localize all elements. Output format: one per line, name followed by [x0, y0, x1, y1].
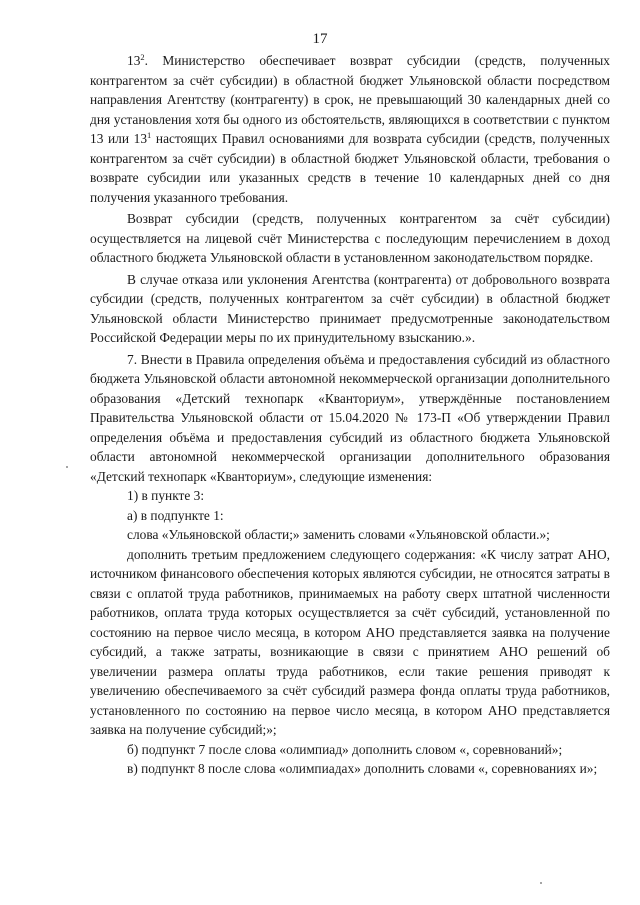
paragraph-replace-words: слова «Ульяновской области;» заменить словами «Ульяновской области.»;	[127, 527, 550, 542]
clause-superscript: 2	[140, 52, 145, 62]
clause-number: 13	[127, 53, 141, 68]
paragraph-subpoint-1: а) в подпункте 1:	[127, 507, 224, 523]
page-number: 17	[312, 31, 328, 47]
paragraph-text: . Министерство обеспечивает возврат субсидии (средств, полученных контрагентом за счёт субсидии) в областной бюджет Ульяновской области посредством направления Агентству (контрагенту) в срок, не превышающий 30 календарных дней со дня установления хотя бы одного из обстоятельств, являющихся в соответствии с пунктом 13 или 13	[90, 53, 610, 146]
paragraph-point-3: 1) в пункте 3:	[127, 488, 205, 503]
clause-reference-superscript: 1	[147, 130, 152, 140]
paragraph-enforcement: В случае отказа или уклонения Агентства (контрагента) от добровольного возврата субсидии (средств, полученных контрагентом за счёт субсидии) в областной бюджет Ульяновской области Министерство принимает предусмотренные законодательством Российской Федерации меры по их принудительному взысканию.».	[90, 271, 610, 345]
scan-speck	[540, 882, 542, 884]
paragraph-refund-account: Возврат субсидии (средств, полученных контрагентом за счёт субсидии) осуществляется на лицевой счёт Министерства с последующим перечислением в доход областного бюджета Ульяновской области в установленном законодательством порядке.	[90, 211, 610, 265]
paragraph-subpoint-8: в) подпункт 8 после слова «олимпиадах» дополнить словами «, соревнованиях и»;	[127, 761, 598, 776]
document-body	[90, 51, 610, 779]
paragraph-subpoint-7: б) подпункт 7 после слова «олимпиад» дополнить словом «, соревнований»;	[127, 741, 563, 757]
scan-speck	[66, 466, 68, 468]
paragraph-13-2	[90, 51, 610, 207]
paragraph-text-continued: настоящих Правил основаниями для возврата субсидии (средств, полученных контрагентом за счёт субсидии) в областной бюджет Ульяновской области, требования о возврате субсидии или указанных средств в течение 10 календарных дней со дня получения указанного требования.	[90, 131, 610, 205]
paragraph-third-sentence: дополнить третьим предложением следующего содержания: «К числу затрат АНО, источником финансового обеспечения которых являются субсидии, не относятся затраты в связи с оплатой труда работников, принимаемых на работу сверх штатной численности работников, оплата труда которых осуществляется за счёт субсидий, установленной по состоянию на первое число месяца, в котором АНО представляется заявка на получение субсидий, а также затраты, возникающие в связи с принятием АНО решений об увеличении размера оплаты труда работников, если такие решения приводят к увеличению обеспечиваемого за счёт субсидий размера фонда оплаты труда работников, установленного по состоянию на первое число месяца, в котором АНО представляется заявка на получение субсидий;»;	[90, 546, 610, 737]
paragraph-item-7: 7. Внести в Правила определения объёма и предоставления субсидий из областного бюджета Ульяновской области автономной некоммерческой организации дополнительного образования «Детский технопарк «Кванториум», утверждённые постановлением Правительства Ульяновской области от 15.04.2020 № 173-П «Об утверждении Правил определения объёма и предоставления субсидий из областного бюджета Ульяновской области автономной некоммерческой организации дополнительного образования «Детский технопарк «Кванториум», следующие изменения:	[90, 351, 610, 484]
